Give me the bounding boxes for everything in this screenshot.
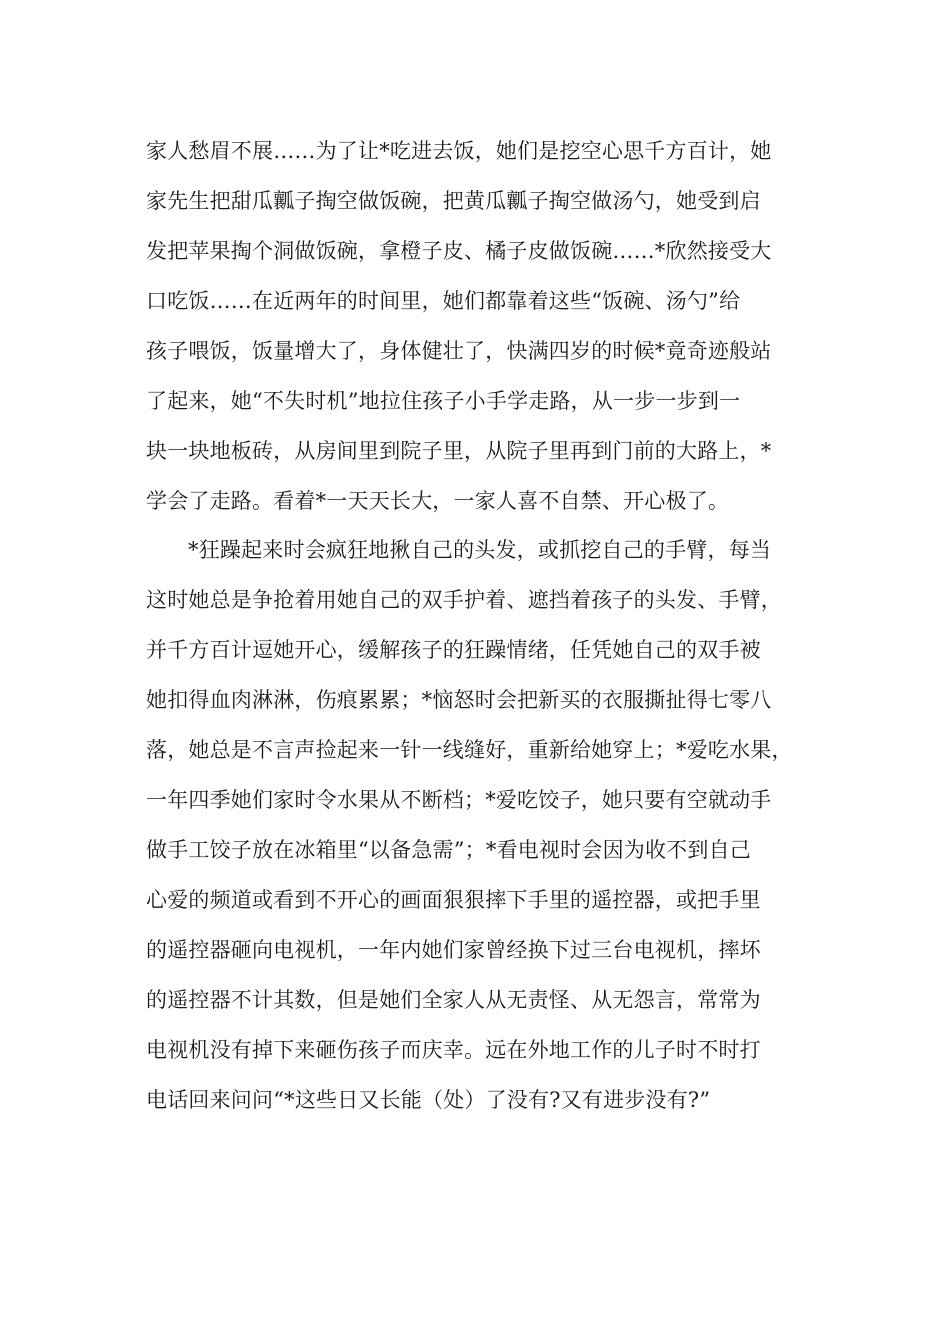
text-line: 心爱的频道或看到不开心的画面狠狠摔下手里的遥控器，或把手里 — [146, 888, 761, 912]
text-line: 她扣得血肉淋淋，伤痕累累；*恼怒时会把新买的衣服撕扯得七零八 — [146, 688, 772, 712]
text-line: 孩子喂饭，饭量增大了，身体健壮了，快满四岁的时候*竟奇迹般站 — [146, 339, 772, 363]
text-line: 电话回来问问“*这些日又长能（处）了没有?又有进步没有?” — [146, 1088, 711, 1112]
text-line: 发把苹果掏个洞做饭碗，拿橙子皮、橘子皮做饭碗……*欣然接受大 — [146, 239, 772, 263]
text-line: 的遥控器不计其数，但是她们全家人从无责怪、从无怨言，常常为 — [146, 988, 761, 1012]
text-line: 的遥控器砸向电视机，一年内她们家曾经换下过三台电视机，摔坏 — [146, 938, 761, 962]
text-line: 块一块地板砖，从房间里到院子里，从院子里再到门前的大路上，* — [146, 439, 772, 463]
text-line: 落，她总是不言声捡起来一针一线缝好，重新给她穿上；*爱吃水果， — [146, 738, 793, 762]
paragraph-2 — [146, 525, 826, 1125]
text-line: 家人愁眉不展……为了让*吃进去饭，她们是挖空心思千方百计，她 — [146, 139, 772, 163]
text-line: 这时她总是争抢着用她自己的双手护着、遮挡着孩子的头发、手臂， — [146, 588, 782, 612]
text-line: 并千方百计逗她开心，缓解孩子的狂躁情绪，任凭她自己的双手被 — [146, 638, 761, 662]
text-line: 做手工饺子放在冰箱里“以备急需”；*看电视时会因为收不到自己 — [146, 838, 751, 862]
text-line: 电视机没有掉下来砸伤孩子而庆幸。远在外地工作的儿子时不时打 — [146, 1038, 761, 1062]
paragraph-1 — [146, 126, 826, 526]
text-line: *狂躁起来时会疯狂地揪自己的头发，或抓挖自己的手臂，每当 — [188, 538, 772, 562]
text-line: 一年四季她们家时令水果从不断档；*爱吃饺子，她只要有空就动手 — [146, 788, 772, 812]
text-line: 了起来，她“不失时机”地拉住孩子小手学走路，从一步一步到一 — [146, 389, 741, 413]
text-line: 口吃饭……在近两年的时间里，她们都靠着这些“饭碗、汤勺”给 — [146, 289, 741, 313]
text-line: 学会了走路。看着*一天天长大，一家人喜不自禁、开心极了。 — [146, 489, 730, 513]
text-line: 家先生把甜瓜瓤子掏空做饭碗，把黄瓜瓤子掏空做汤勺，她受到启 — [146, 189, 761, 213]
